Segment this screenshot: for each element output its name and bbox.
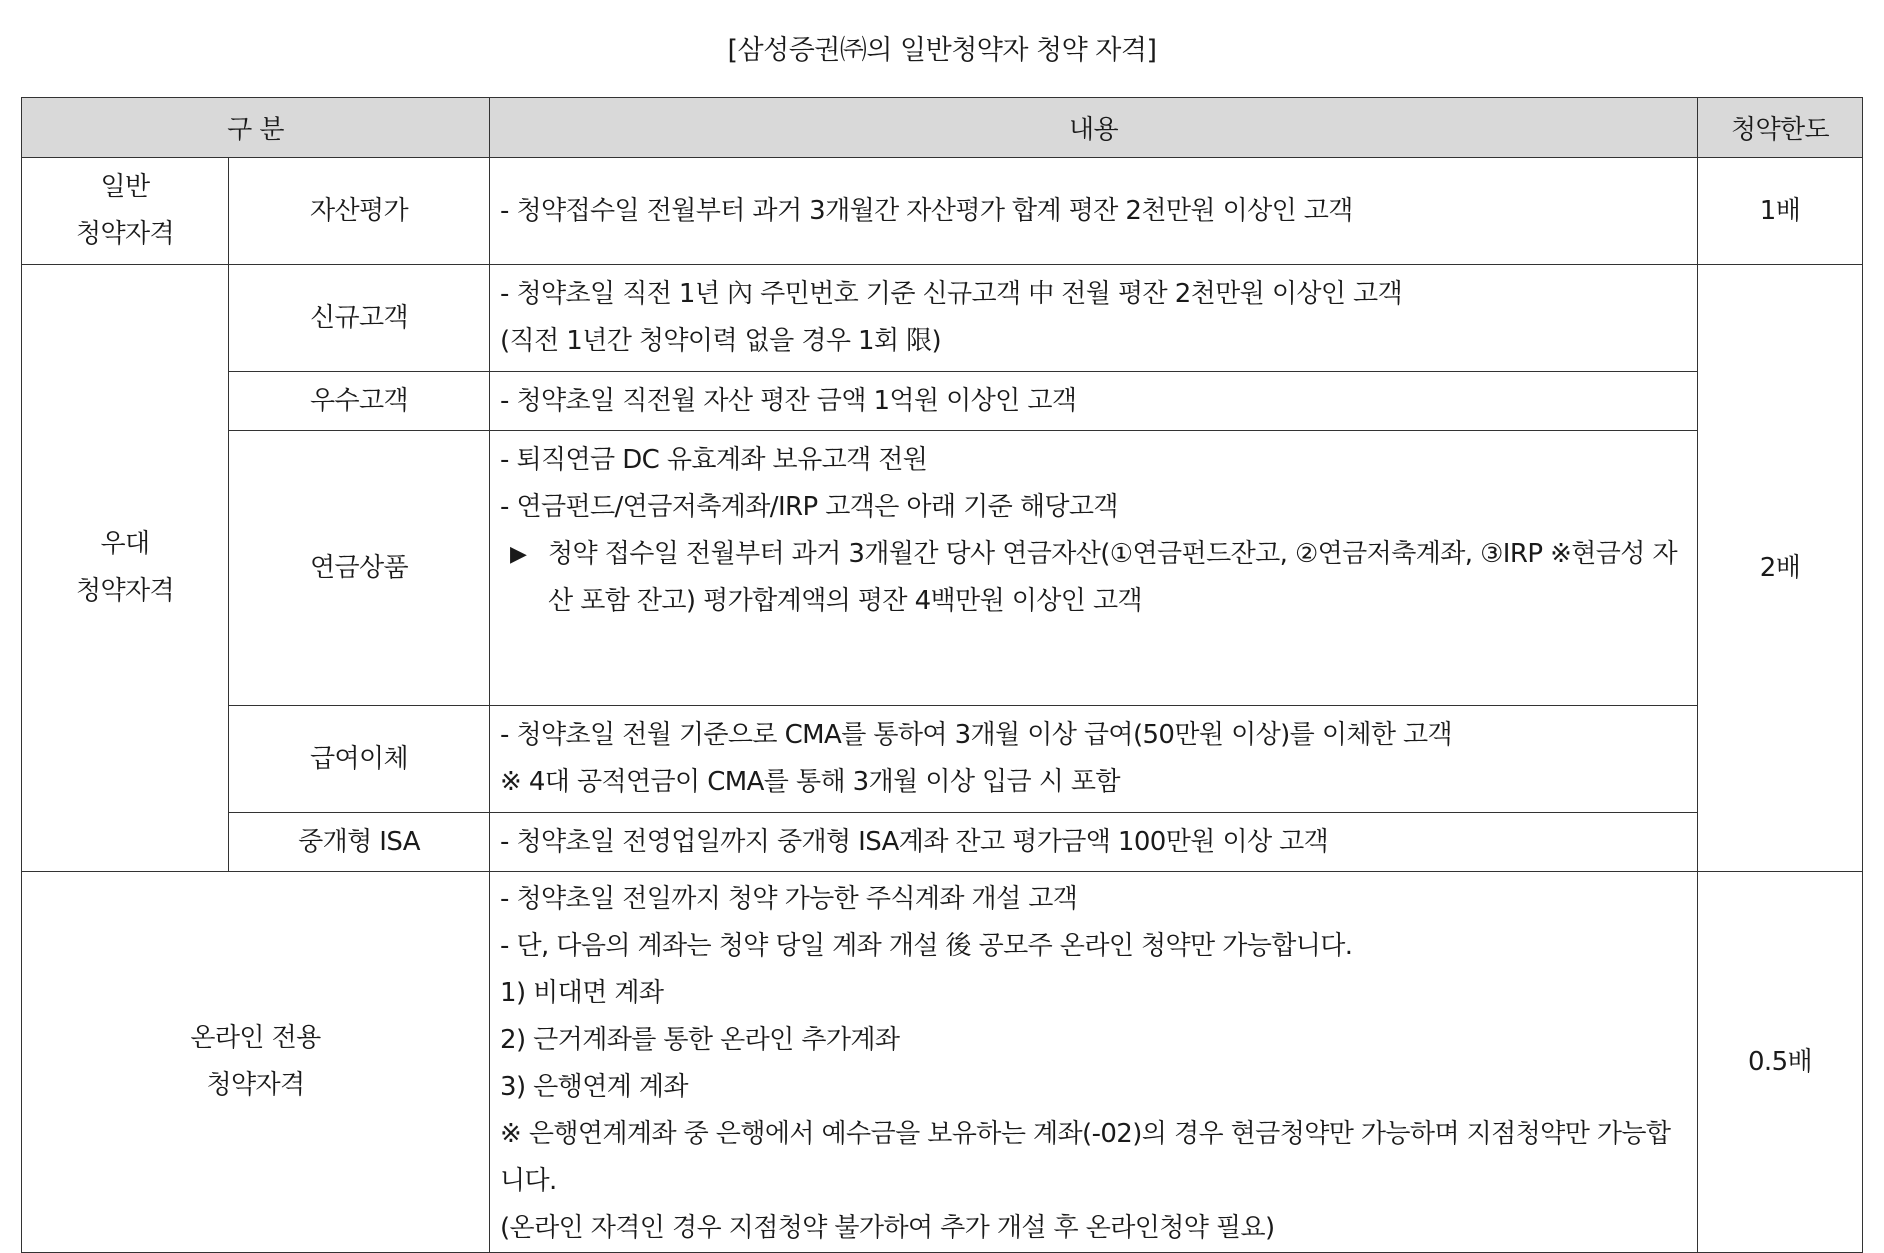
- limit-online: 0.5배: [1698, 872, 1863, 1253]
- content-line: 2) 근거계좌를 통한 온라인 추가계좌: [500, 1025, 900, 1055]
- group-general: [22, 158, 229, 265]
- content-line: - 청약초일 전일까지 청약 가능한 주식계좌 개설 고객: [500, 884, 1078, 914]
- content-asset-evaluation: [490, 158, 1698, 265]
- content-isa: [490, 813, 1698, 872]
- limit-preferred: 2배: [1698, 265, 1863, 872]
- row-general-asset: [22, 158, 1863, 265]
- group-online-line1: 온라인 전용: [190, 1023, 321, 1053]
- content-line: (온라인 자격인 경우 지점청약 불가하여 추가 개설 후 온라인청약 필요): [500, 1213, 1275, 1243]
- content-line: ※ 은행연계계좌 중 은행에서 예수금을 보유하는 계좌(-02)의 경우 현금청약만 가능하며 지점청약만 가능합니다.: [500, 1119, 1671, 1196]
- content-line: 3) 은행연계 계좌: [500, 1072, 688, 1102]
- content-online: [490, 872, 1698, 1253]
- group-preferred-line1: 우대: [100, 529, 150, 559]
- group-general-line1: 일반: [100, 172, 150, 202]
- content-line: - 청약초일 직전월 자산 평잔 금액 1억원 이상인 고객: [500, 385, 1077, 416]
- pension-criteria-text: 청약 접수일 전월부터 과거 3개월간 당사 연금자산(①연금펀드잔고, ②연금저축계좌, ③IRP ※현금성 자산 포함 잔고) 평가합계액의 평잔 4백만원 이상인 고객: [548, 539, 1677, 616]
- sub-pension: 연금상품: [229, 431, 490, 706]
- row-preferred-isa: [22, 813, 1863, 872]
- content-line: - 청약초일 직전 1년 內 주민번호 기준 신규고객 中 전월 평잔 2천만원 이상인 고객: [500, 279, 1403, 309]
- content-salary-transfer: [490, 706, 1698, 813]
- header-category: 구 분: [22, 98, 490, 158]
- row-preferred-pension: [22, 431, 1863, 706]
- row-preferred-new: [22, 265, 1863, 372]
- content-line: ※ 4대 공적연금이 CMA를 통해 3개월 이상 입금 시 포함: [500, 767, 1120, 797]
- pension-criteria: [500, 531, 1689, 625]
- content-line: 1) 비대면 계좌: [500, 978, 664, 1008]
- sub-new-customer: 신규고객: [229, 265, 490, 372]
- sub-asset-evaluation: 자산평가: [229, 158, 490, 265]
- group-preferred-line2: 청약자격: [75, 576, 175, 606]
- row-preferred-best: [22, 372, 1863, 431]
- subscription-eligibility-table: [21, 97, 1863, 1253]
- row-online: [22, 872, 1863, 1253]
- sub-salary-transfer: 급여이체: [229, 706, 490, 813]
- header-content: 내용: [490, 98, 1698, 158]
- content-best-customer: [490, 372, 1698, 431]
- content-line: - 퇴직연금 DC 유효계좌 보유고객 전원: [500, 445, 928, 475]
- header-row: [22, 98, 1863, 158]
- content-line: - 연금펀드/연금저축계좌/IRP 고객은 아래 기준 해당고객: [500, 492, 1118, 522]
- header-limit: 청약한도: [1698, 98, 1863, 158]
- content-line: - 청약초일 전영업일까지 중개형 ISA계좌 잔고 평가금액 100만원 이상 고객: [500, 826, 1329, 857]
- content-line: - 청약접수일 전월부터 과거 3개월간 자산평가 합계 평잔 2천만원 이상인 고객: [500, 195, 1353, 226]
- triangle-bullet-icon: ▶: [510, 542, 527, 567]
- group-online: [22, 872, 490, 1253]
- sub-best-customer: 우수고객: [229, 372, 490, 431]
- group-general-line2: 청약자격: [75, 219, 175, 249]
- content-line: - 단, 다음의 계좌는 청약 당일 계좌 개설 後 공모주 온라인 청약만 가능합니다.: [500, 931, 1353, 961]
- group-online-line2: 청약자격: [206, 1070, 305, 1100]
- sub-isa: 중개형 ISA: [229, 813, 490, 872]
- content-line: (직전 1년간 청약이력 없을 경우 1회 限): [500, 326, 942, 356]
- content-pension: [490, 431, 1698, 706]
- content-line: - 청약초일 전월 기준으로 CMA를 통하여 3개월 이상 급여(50만원 이상)를 이체한 고객: [500, 720, 1453, 750]
- limit-general: 1배: [1698, 158, 1863, 265]
- document-title: [삼성증권㈜의 일반청약자 청약 자격]: [727, 35, 1157, 66]
- row-preferred-salary: [22, 706, 1863, 813]
- group-preferred: [22, 265, 229, 872]
- content-new-customer: [490, 265, 1698, 372]
